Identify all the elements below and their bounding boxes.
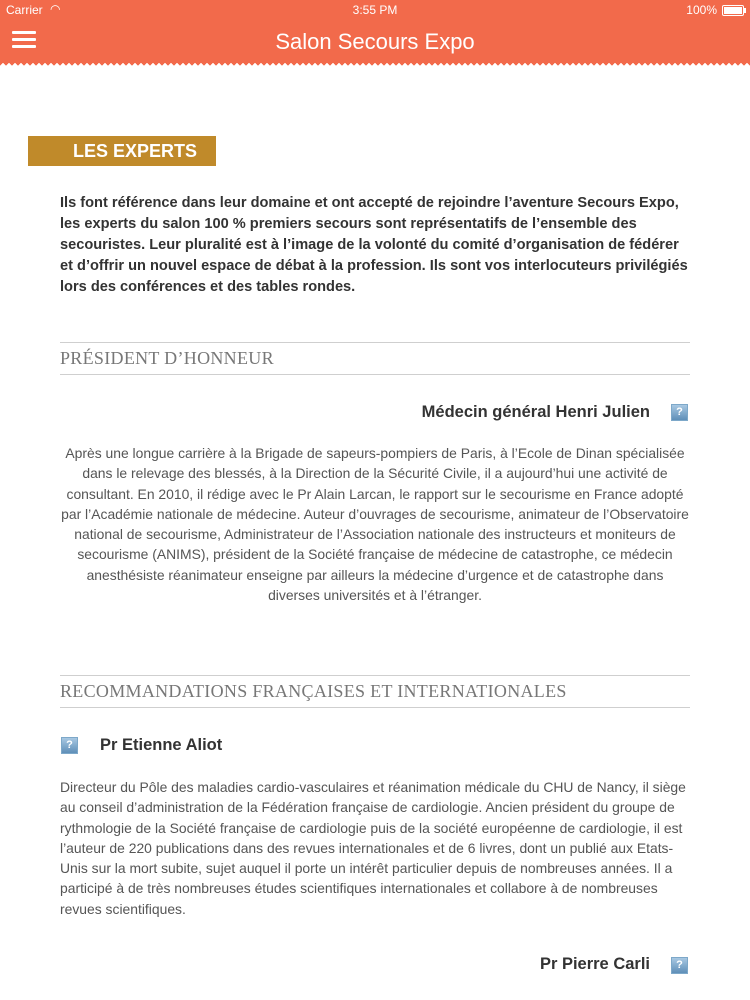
section-badge: LES EXPERTS bbox=[28, 136, 216, 166]
battery-icon bbox=[722, 5, 744, 16]
carrier-label: Carrier bbox=[6, 3, 43, 17]
heading-recommendations: RECOMMANDATIONS FRANÇAISES ET INTERNATIONALES bbox=[60, 681, 567, 701]
expert-name: Pr Pierre Carli bbox=[539, 955, 650, 973]
help-icon[interactable]: ? bbox=[671, 957, 688, 974]
divider bbox=[60, 675, 690, 676]
intro-paragraph: Ils font référence dans leur domaine et ont accepté de rejoindre l’aventure Secours Expo, les experts du salon 100 % premiers secours sont représentatifs de l’ensemble des secouristes. Leur pluralité est à l’image de la volonté du comité d’organisation de fédérer et d’offrir un nouvel espace de débat à la profession. Ils sont vos interlocuteurs privilégiés lors des conférences et des tables rondes. bbox=[60, 195, 688, 295]
help-icon[interactable]: ? bbox=[671, 404, 688, 421]
nav-zigzag-border bbox=[0, 62, 750, 68]
nav-bar bbox=[0, 20, 750, 62]
heading-president: PRÉSIDENT D’HONNEUR bbox=[60, 348, 274, 368]
expert-name: Pr Etienne Aliot bbox=[100, 736, 223, 754]
divider bbox=[60, 342, 690, 343]
status-bar bbox=[0, 0, 750, 20]
status-time: 3:55 PM bbox=[352, 3, 398, 17]
expert-bio: Directeur du Pôle des maladies cardio-vasculaires et réanimation médicale du CHU de Nancy, il siège au conseil d’administration de la Fédération française de cardiologie. Ancien président du groupe de rythmologie de la Société française de cardiologie puis de la société européenne de cardiologie, il est l’auteur de 220 publications dans des revues internationales et de 6 livres, dont un publié aux Etats-Unis sur la mort subite, sujet auquel il porte un intérêt particulier depuis de nombreuses années. Il a participé à de très nombreuses études scientifiques internationales et collabore à de nombreuses revues scientifiques. bbox=[60, 779, 686, 917]
expert-name: Médecin général Henri Julien bbox=[421, 403, 650, 421]
divider bbox=[60, 374, 690, 375]
help-icon[interactable]: ? bbox=[61, 737, 78, 754]
divider bbox=[60, 707, 690, 708]
wifi-icon: ◠ bbox=[50, 2, 61, 16]
expert-bio: Après une longue carrière à la Brigade de sapeurs-pompiers de Paris, à l’Ecole de Dinan spécialisée dans le relevage des blessés, à la Direction de la Sécurité Civile, il a aujourd’hui une activité de consultant. En 2010, il rédige avec le Pr Alain Larcan, le rapport sur le secourisme en France adopté par l’Académie nationale de médecine. Auteur d’ouvrages de secourisme, animateur de l’Observatoire national de secourisme, Administrateur de l’Association nationale des instructeurs et moniteurs de secourisme (ANIMS), président de la Société française de médecine de catastrophe, ce médecin anesthésiste réanimateur enseigne par ailleurs la médecine d’urgence et de catastrophe dans diverses universités et à l’étranger. bbox=[61, 445, 689, 604]
app-title: Salon Secours Expo bbox=[275, 29, 475, 54]
battery-percent: 100% bbox=[686, 3, 717, 17]
